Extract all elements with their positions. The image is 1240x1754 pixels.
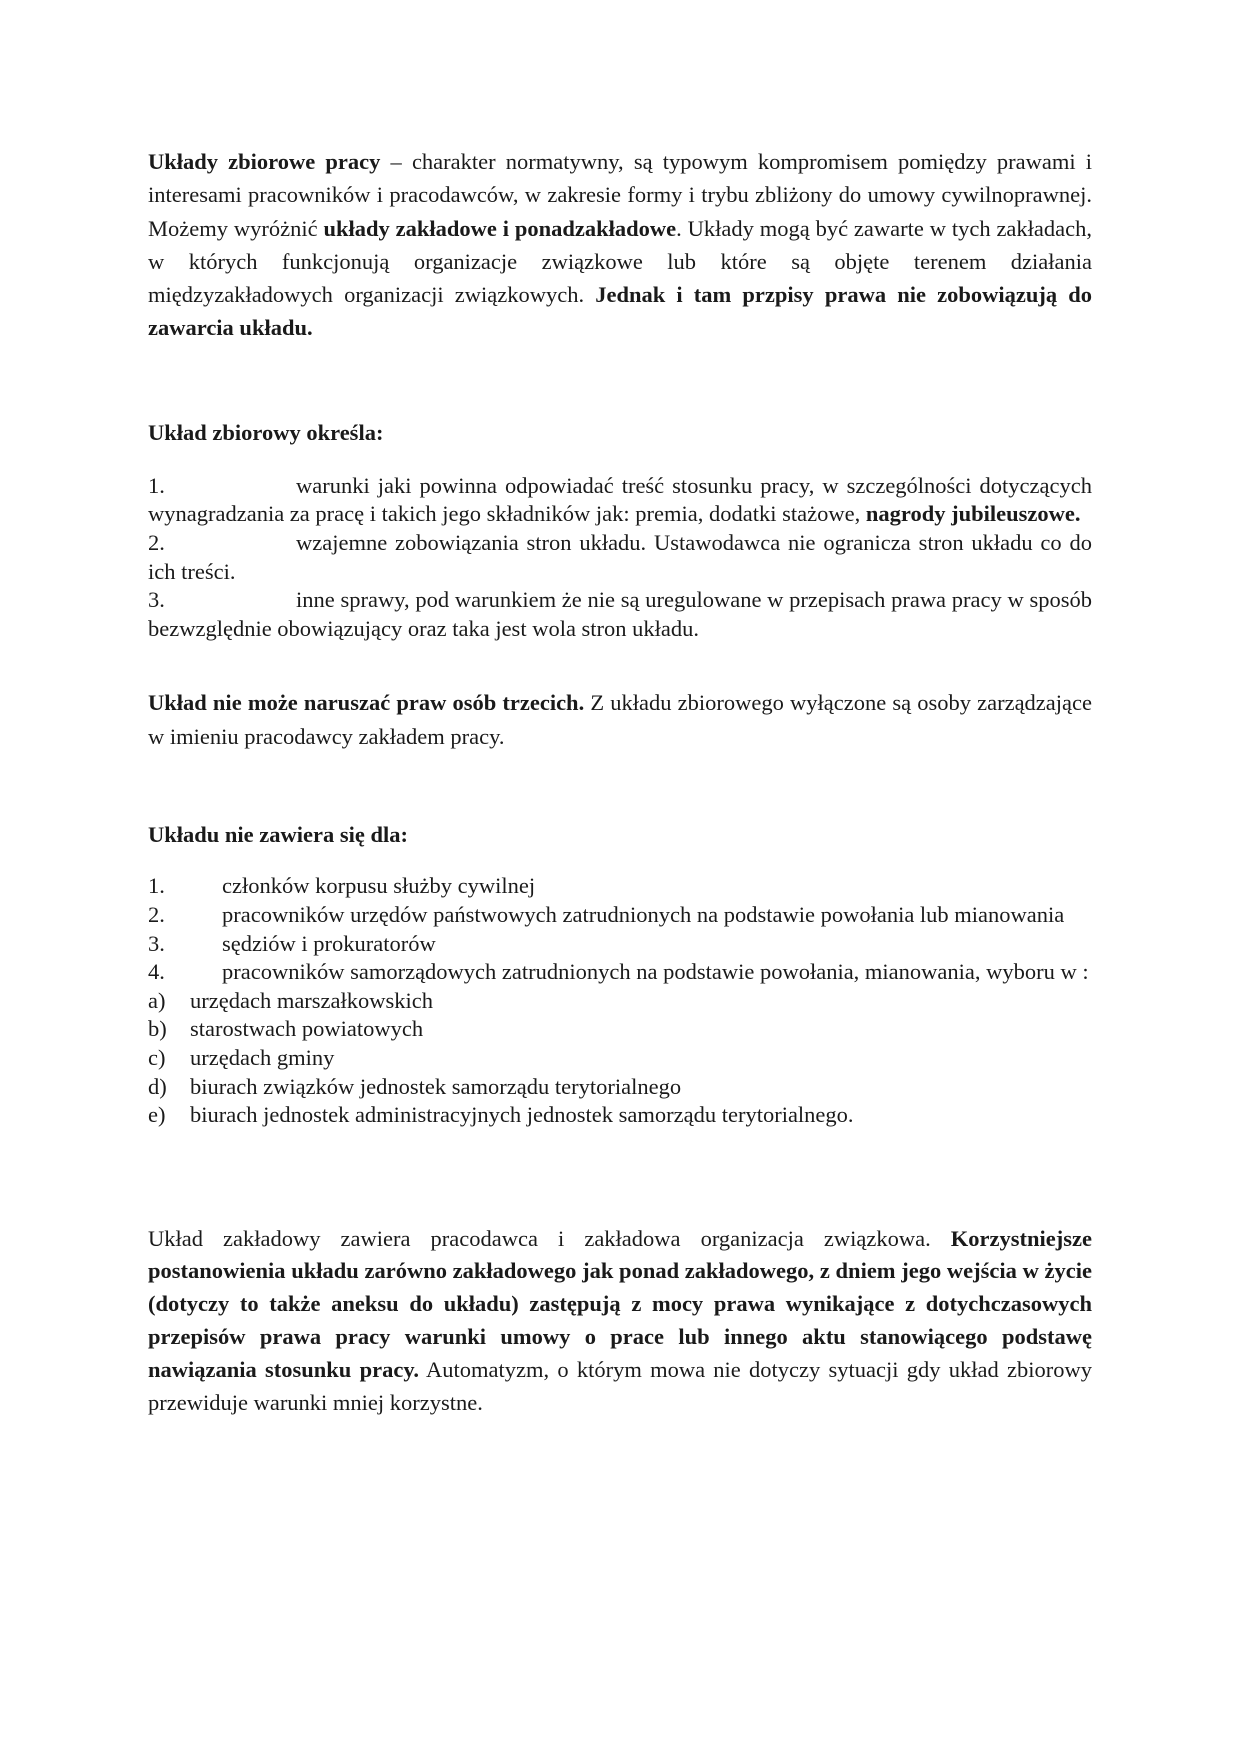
- sublist-item: a) urzędach marszałkowskich: [148, 987, 1092, 1016]
- list-exclusions: [148, 872, 1092, 986]
- list-item: 2. pracowników urzędów państwowych zatrudnionych na podstawie powołania lub mianowania: [148, 901, 1092, 930]
- term-agreement-types: układy zakładowe i ponadzakładowe: [323, 215, 677, 241]
- sublist-item: b) starostwach powiatowych: [148, 1015, 1092, 1044]
- sublist-letter: b): [148, 1016, 167, 1042]
- list-number: 3.: [148, 587, 165, 613]
- list-number: 4.: [148, 959, 165, 985]
- document-page: [148, 145, 1092, 1419]
- list-item: 3. sędziów i prokuratorów: [148, 930, 1092, 959]
- sublist-letter: c): [148, 1044, 166, 1070]
- paragraph-third-parties: Układ nie może naruszać praw osób trzecich. Z układu zbiorowego wyłączone są osoby zarządzające w imieniu pracodawcy zakładem pracy.: [148, 690, 1092, 749]
- sublist-letter: d): [148, 1073, 167, 1099]
- note-no-obligation: Jednak i tam przpisy prawa nie zobowiązują do zawarcia układu.: [148, 282, 1093, 341]
- sublist-item: d) biurach związków jednostek samorządu terytorialnego: [148, 1073, 1092, 1102]
- heading-exclusions: Układu nie zawiera się dla:: [148, 822, 409, 848]
- sublist-letter: a): [148, 987, 166, 1013]
- list-item: 2. wzajemne zobowiązania stron układu. Ustawodawca nie ogranicza stron układu co do ich treści.: [148, 529, 1092, 584]
- term-third-parties: Układ nie może naruszać praw osób trzecich.: [148, 690, 585, 716]
- sublist-letter: e): [148, 1102, 166, 1128]
- list-item: 3. inne sprawy, pod warunkiem że nie są uregulowane w przepisach prawa pracy w sposób bezwzględnie obowiązujący oraz taka jest wola stron układu.: [148, 587, 1092, 641]
- list-item: 1. warunki jaki powinna odpowiadać treść stosunku pracy, w szczególności dotyczących wynagradzania za pracę i takich jego składników jak: premia, dodatki stażowe, nagrody jubileuszowe.: [148, 472, 1092, 527]
- paragraph-collective-agreements: Układy zbiorowe pracy – charakter normatywny, są typowym kompromisem pomiędzy prawami i interesami pracowników i pracodawców, w zakresie formy i trybu zbliżony do umowy cywilnoprawnej. Możemy wyróżnić układy zakładowe i ponadzakładowe. Układy mogą być zawarte w tych zakładach, w których funkcjonują organizacje związkowe lub które są objęte terenem działania międzyzakładowych organizacji związkowych. Jednak i tam przpisy prawa nie zobowiązują do zawarcia układu.: [148, 149, 1093, 341]
- list-number: 3.: [148, 930, 165, 956]
- heading-agreement-defines: Układ zbiorowy określa:: [148, 419, 384, 445]
- list-agreement-defines: [148, 472, 1092, 644]
- list-number: 1.: [148, 472, 165, 498]
- list-number: 2.: [148, 529, 165, 555]
- list-item: 1. członków korpusu służby cywilnej: [148, 872, 1092, 901]
- term-more-favourable-provisions: Korzystniejsze postanowienia układu zarówno zakładowego jak ponad zakładowego, z dniem jego wejścia w życie (dotyczy to także aneksu do układu) zastępują z mocy prawa wynikające z dotychczasowych przepisów prawa pracy warunki umowy o prace lub innego aktu stanowiącego podstawę nawiązania stosunku pracy.: [148, 1225, 1092, 1382]
- sublist-offices: [148, 987, 1092, 1130]
- list-number: 2.: [148, 901, 165, 927]
- paragraph-enterprise-agreement: Układ zakładowy zawiera pracodawca i zakładowa organizacja związkowa. Korzystniejsze postanowienia układu zarówno zakładowego jak ponad zakładowego, z dniem jego wejścia w życie (dotyczy to także aneksu do układu) zastępują z mocy prawa wynikające z dotychczasowych przepisów prawa pracy warunki umowy o prace lub innego aktu stanowiącego podstawę nawiązania stosunku pracy. Automatyzm, o którym mowa nie dotyczy sytuacji gdy układ zbiorowy przewiduje warunki mniej korzystne.: [148, 1225, 1092, 1415]
- sublist-item: e) biurach jednostek administracyjnych jednostek samorządu terytorialnego.: [148, 1101, 1092, 1130]
- sublist-item: c) urzędach gminy: [148, 1044, 1092, 1073]
- list-number: 1.: [148, 873, 165, 899]
- list-item: 4. pracowników samorządowych zatrudnionych na podstawie powołania, mianowania, wyboru w :: [148, 958, 1092, 987]
- term-collective-agreements: Układy zbiorowe pracy: [148, 149, 381, 174]
